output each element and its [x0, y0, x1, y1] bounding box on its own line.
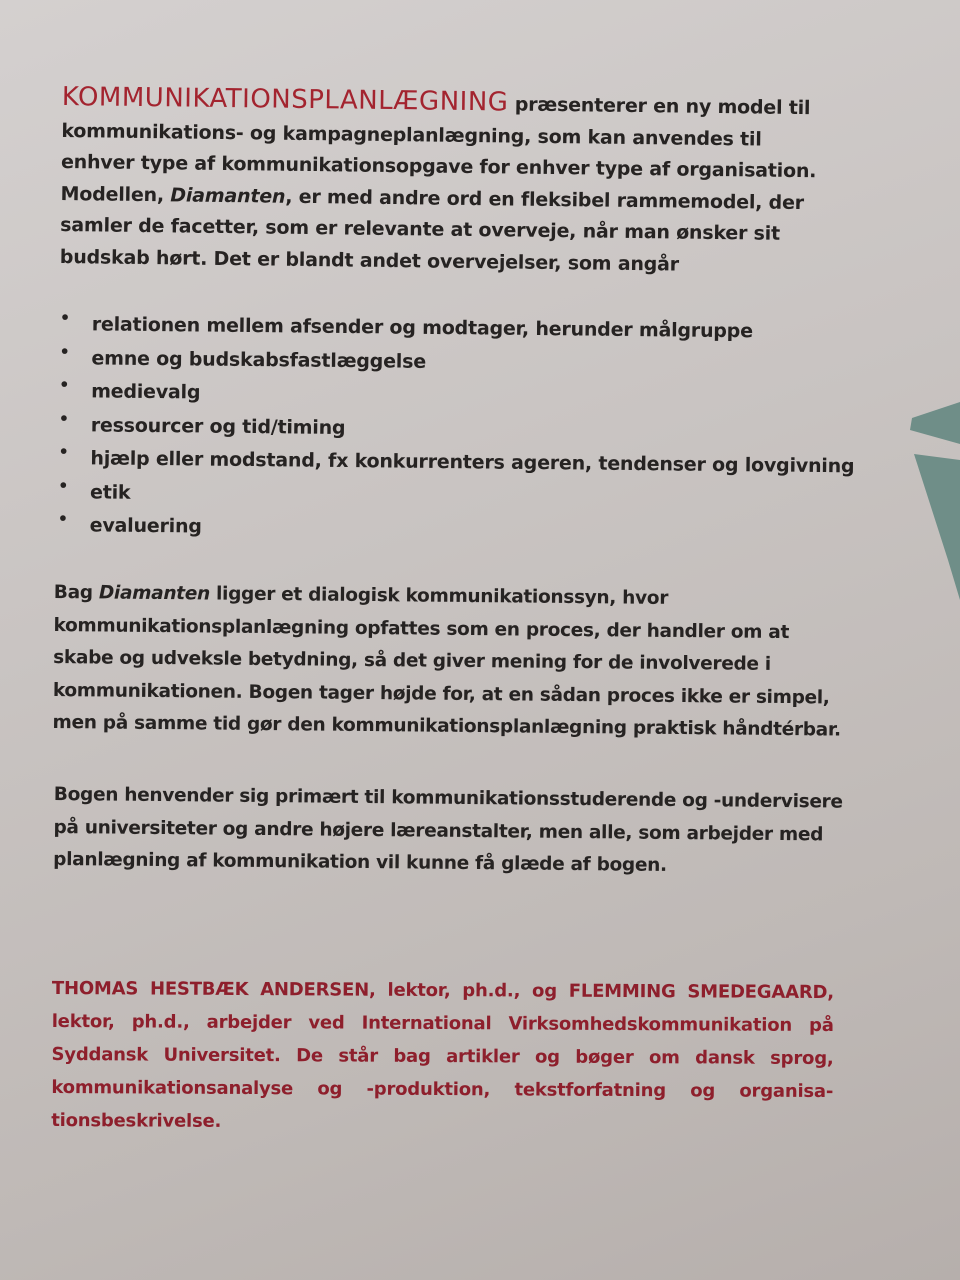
book-title: KOMMUNIKATIONSPLANLÆGNING: [61, 82, 509, 118]
bullet-icon: •: [58, 442, 69, 462]
author-bio: [51, 972, 834, 1141]
intro-text: præsenterer en ny model til kommunikations- og kampagneplanlægning, som kan anvendes til enhver type af kommunikationsopgave for enhver type af organisation. Modellen,: [60, 93, 817, 206]
bullet-icon: •: [59, 341, 70, 361]
bullet-icon: •: [58, 408, 69, 428]
bullet-icon: •: [59, 375, 70, 395]
intro-text-rest: , er med andre ord en fleksibel rammemodel, der samler de facetter, som er relevante at overveje, når man ønsker sit budskab hørt. Det er blandt andet overvejelser, som angår: [59, 185, 805, 276]
audience-paragraph: Bogen henvender sig primært til kommunikationsstuderende og -undervisere på universiteter og andre højere læreanstalter, men alle, som arbejder med planlægning af kommunikation vil kunne få glæde af bogen.: [53, 783, 843, 876]
bullet-icon: •: [57, 509, 68, 529]
list-item-text: emne og budskabsfastlæggelse: [91, 346, 427, 373]
considerations-list: [56, 308, 858, 551]
para1-italic-diamanten: Diamanten: [98, 582, 211, 605]
list-item-text: ressourcer og tid/timing: [90, 413, 346, 439]
list-item-text: etik: [89, 480, 131, 504]
list-item-text: medievalg: [91, 380, 201, 404]
author-bio-text-1: , lektor, ph.d., og: [368, 979, 569, 1002]
para1-lead: Bag: [53, 581, 100, 604]
list-item-text: evaluering: [89, 514, 202, 538]
para1-text: ligger et dialogisk kommunikationssyn, hvor kommunikationsplanlægning opfattes som en proces, der handler om at skabe og udveksle betydning, så det giver mening for de involverede i kommunikationen. Bogen tager højde for, at en sådan proces ikke er simpel, men på samme tid gør den kommunikationsplanlægning praktisk håndtérbar.: [52, 583, 841, 741]
list-item-text: relationen mellem afsender og modtager, herunder målgruppe: [91, 313, 753, 343]
intro-paragraph: [60, 82, 822, 282]
bullet-icon: •: [59, 308, 71, 328]
author-name-2: FLEMMING SMEDEGAARD: [568, 980, 828, 1004]
list-item-text: hjælp eller modstand, fx konkurrenters ageren, tendenser og lovgivning: [90, 447, 855, 478]
list-item: [56, 509, 856, 551]
author-bio-text-2: , lektor, ph.d., arbejder ved International Virksomhedskommunikation på Syddansk Universitet. De står bag artikler og bøger om dansk sprog, kommunikationsanalyse og -produktion, tekstforfatning og organisationsbeskrivelse.: [51, 982, 834, 1132]
diamond-graphic-fragment-icon: [900, 400, 960, 600]
bullet-icon: •: [58, 475, 69, 495]
dialogic-view-paragraph: [52, 577, 844, 747]
author-name-1: THOMAS HESTBÆK ANDERSEN: [51, 977, 370, 1001]
intro-italic-diamanten: Diamanten: [170, 183, 286, 208]
